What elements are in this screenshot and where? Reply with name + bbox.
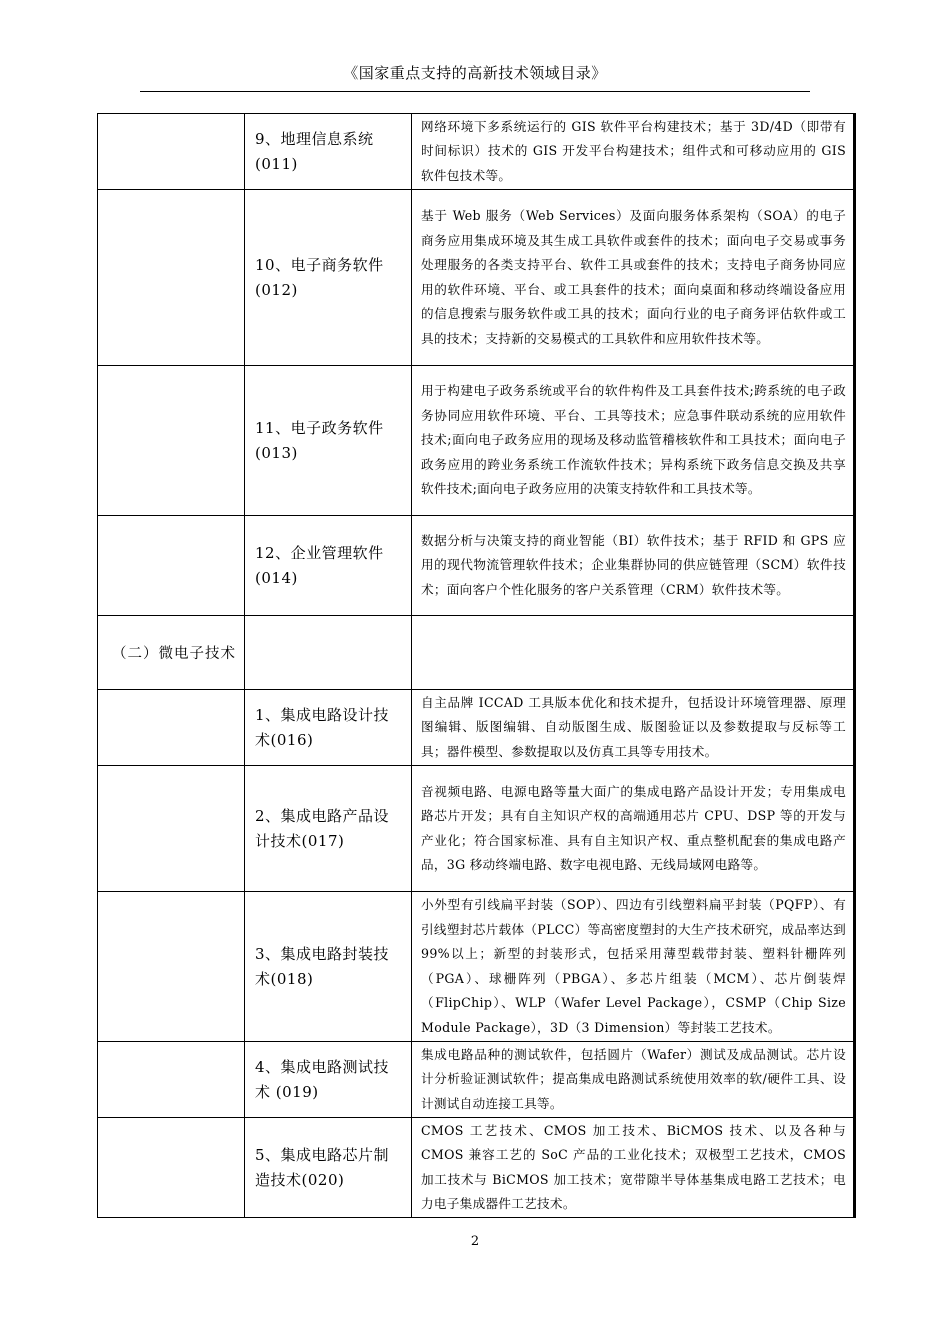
category-cell [98,190,245,366]
item-text: 2、集成电路产品设计技术(017) [255,806,390,850]
category-cell [98,366,245,516]
item-cell [245,766,412,892]
item-cell [245,892,412,1042]
description-text: 小外型有引线扁平封装（SOP）、四边有引线塑料扁平封装（PQFP）、有引线塑封芯片载体（PLCC）等高密度塑封的大生产技术研究，成品率达到 99%以上；新型的封装形式，包括采用薄型载带封装、塑料针栅阵列（PGA）、球栅阵列（PBGA）、多芯片组装（MCM）、芯片倒装焊（FlipChip）、WLP（Wafer Level Package），CSMP（Chip Size Module Package），3D（3 Dimension）等封装工艺技术。 [421,897,846,1035]
tech-catalog-table [97,113,856,1218]
item-cell [245,190,412,366]
description-text: 网络环境下多系统运行的 GIS 软件平台构建技术；基于 3D/4D（即带有时间标识）技术的 GIS 开发平台构建技术；组件式和可移动应用的 GIS 软件包技术等。 [421,118,846,183]
table-row [98,766,856,892]
table-row [98,366,856,516]
description-text: 集成电路品种的测试软件，包括圆片（Wafer）测试及成品测试。芯片设计分析验证测试软件；提高集成电路测试系统使用效率的软/硬件工具、设计测试自动连接工具等。 [421,1046,846,1111]
description-cell [412,616,856,690]
item-cell [245,616,412,690]
description-text: 数据分析与决策支持的商业智能（BI）软件技术；基于 RFID 和 GPS 应用的现代物流管理软件技术；企业集群协同的供应链管理（SCM）软件技术；面向客户个性化服务的客户关系管理（CRM）软件技术等。 [421,532,846,597]
table-row [98,190,856,366]
table-row [98,1118,856,1218]
description-cell [412,366,856,516]
item-text: 10、电子商务软件(012) [255,255,384,299]
description-cell [412,516,856,616]
table-row [98,892,856,1042]
table-row [98,516,856,616]
item-cell [245,516,412,616]
item-cell [245,1042,412,1118]
item-cell [245,1118,412,1218]
item-cell [245,114,412,190]
item-text: 12、企业管理软件(014) [255,543,384,587]
category-cell [98,616,245,690]
category-cell [98,1042,245,1118]
table-row [98,1042,856,1118]
description-cell [412,1118,856,1218]
category-cell [98,690,245,766]
description-text: 自主品牌 ICCAD 工具版本优化和技术提升，包括设计环境管理器、原理图编辑、版图编辑、自动版图生成、版图验证以及参数提取与反标等工具；器件模型、参数提取以及仿真工具等专用技术。 [421,694,846,759]
description-cell [412,1042,856,1118]
description-cell [412,690,856,766]
category-cell [98,114,245,190]
table-row [98,690,856,766]
category-cell [98,892,245,1042]
table-row-section-heading [98,616,856,690]
section-heading-text: （二）微电子技术 [112,646,236,662]
table-right-border [853,113,856,1217]
item-cell [245,690,412,766]
item-text: 11、电子政务软件(013) [255,418,384,462]
item-text: 9、地理信息系统(011) [255,129,374,173]
item-text: 3、集成电路封装技术(018) [255,944,390,988]
item-text: 4、集成电路测试技术 (019) [255,1057,390,1101]
description-text: CMOS 工艺技术、CMOS 加工技术、BiCMOS 技术、以及各种与 CMOS 兼容工艺的 SoC 产品的工业化技术；双极型工艺技术，CMOS 加工技术与 BiCMOS 加工技术；宽带隙半导体基集成电路工艺技术；电力电子集成器件工艺技术。 [421,1122,846,1211]
description-cell [412,766,856,892]
header-rule [140,91,810,92]
document-header-title: 《国家重点支持的高新技术领域目录》 [343,64,607,82]
description-text: 基于 Web 服务（Web Services）及面向服务体系架构（SOA）的电子商务应用集成环境及其生成工具软件或套件的技术；面向电子交易或事务处理服务的各类支持平台、软件工具或套件的技术；支持电子商务协同应用的软件环境、平台、或工具套件的技术；面向桌面和移动终端设备应用的信息搜索与服务软件或工具的技术；面向行业的电子商务评估软件或工具的技术；支持新的交易模式的工具软件和应用软件技术等。 [421,208,846,346]
category-cell [98,516,245,616]
description-cell [412,114,856,190]
item-text: 1、集成电路设计技术(016) [255,705,390,749]
description-cell [412,892,856,1042]
page-number: 2 [470,1234,480,1249]
category-cell [98,766,245,892]
table-row [98,114,856,190]
description-cell [412,190,856,366]
description-text: 音视频电路、电源电路等量大面广的集成电路产品设计开发；专用集成电路芯片开发；具有自主知识产权的高端通用芯片 CPU、DSP 等的开发与产业化；符合国家标准、具有自主知识产权、重点整机配套的集成电路产品，3G 移动终端电路、数字电视电路、无线局域网电路等。 [421,783,846,872]
item-text: 5、集成电路芯片制造技术(020) [255,1145,390,1189]
item-cell [245,366,412,516]
description-text: 用于构建电子政务系统或平台的软件构件及工具套件技术;跨系统的电子政务协同应用软件环境、平台、工具等技术；应急事件联动系统的应用软件技术;面向电子政务应用的现场及移动监管稽核软件和工具技术；面向电子政务应用的跨业务系统工作流软件技术；异构系统下政务信息交换及共享软件技术;面向电子政务应用的决策支持软件和工具技术等。 [421,383,846,497]
category-cell [98,1118,245,1218]
